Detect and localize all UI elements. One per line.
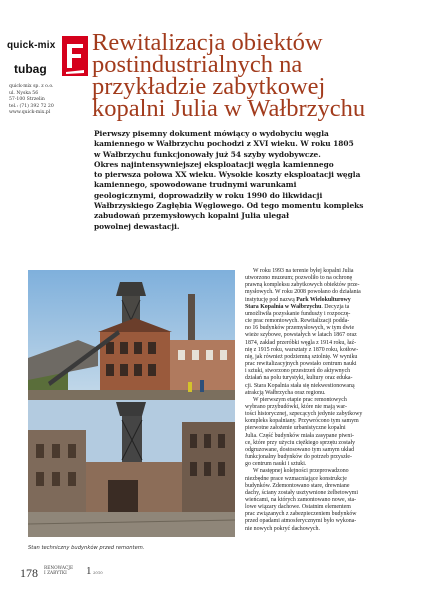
- lead-line: kamiennego w Wałbrzychu pochodzi z XVI wieku. W roku 1805: [94, 139, 354, 149]
- magazine-name: [44, 566, 73, 576]
- body-line: W następnej kolejności przeprowadzono: [253, 468, 349, 475]
- body-line: prawną kompleksu zabytkowych obiektów prze-: [245, 282, 360, 289]
- title-line: postindustrialnych na: [92, 51, 303, 78]
- quick-mix-logo: quick-mix: [7, 40, 56, 51]
- company-line: www.quick-mix.pl: [9, 110, 51, 116]
- body-line: go centrum nauki i sztuki.: [245, 461, 307, 468]
- company-line: tel.: (71) 392 72 20: [9, 103, 54, 109]
- lead-line: geologicznymi, doprowadziły w roku 1990 do likwidacji: [94, 190, 323, 200]
- lead-line: zabudowań przemysłowych kopalni Julia ulegał: [94, 211, 289, 221]
- body-line: ce, które przy użyciu ciężkiego sprzętu zostały: [245, 439, 356, 446]
- body-line: przed opadami atmosferycznymi było wykona-: [245, 518, 357, 525]
- lead-paragraph: [94, 129, 410, 232]
- body-line: Stara Kopalnia w Wałbrzychu. Decyzja ta: [245, 303, 350, 310]
- body-line: tości historycznej, szpecących jedynie zabytkowy: [245, 411, 363, 418]
- mine-buildings-photo: [28, 270, 235, 408]
- body-line: mysłowych. W roku 2008 powołano do działania: [245, 289, 361, 296]
- body-line: nię, jak również podziemną sztolnię. W wyniku: [245, 353, 358, 360]
- body-line: instytucję pod nazwą Park Wielokulturowy: [245, 296, 351, 303]
- body-line: budynków. Zdemontowano stare, drewniane: [245, 482, 350, 489]
- issue-year: 2010: [93, 570, 103, 575]
- body-line: no 16 budynków przemysłowych, w tym dwie: [245, 325, 355, 332]
- body-line: wybrano przybudówki, które nie mają war-: [245, 403, 347, 410]
- body-line: wieńcami, na których zamontowano nowe, sta-: [245, 497, 357, 503]
- body-line: niezbędne prace wzmacniające konstrukcje: [245, 475, 347, 482]
- title-line: przykładzie zabytkowej: [92, 73, 326, 100]
- lead-line: w Wałbrzychu funkcjonowały już 54 szyby wydobywcze.: [94, 149, 321, 159]
- lead-line: powolnej dewastacji.: [94, 221, 180, 231]
- mine-courtyard-photo: [28, 400, 235, 537]
- lead-line: kamiennego, spowodowane trudnymi warunkami: [94, 180, 297, 190]
- body-line: nie nowych pokryć dachowych.: [245, 525, 320, 532]
- lead-line: Okres najintensywniejszej eksploatacji węgla kamiennego: [94, 159, 334, 169]
- body-line: i sztuki, stworzono przestrzeń do aktywnych: [245, 368, 351, 375]
- lead-line: Pierwszy pisemny dokument mówiący o wydobyciu węgla: [94, 129, 329, 138]
- magazine-line: I ZABYTKI: [44, 571, 67, 576]
- body-line: nię z 1915 roku, warsztaty z 1870 roku, kotłow-: [245, 346, 359, 353]
- body-line: W pierwszym etapie prac remontowych: [253, 396, 347, 403]
- body-text: [245, 268, 411, 533]
- page-number: 178: [20, 566, 38, 580]
- body-line: działań na polu turystyki, kultury oraz eduka-: [245, 375, 353, 382]
- lead-line: Wałbrzyskiego Zagłębia Węglowego. Od tego momentu kompleks: [94, 201, 364, 211]
- article-title: [92, 29, 412, 122]
- body-line: lowe wiązary dachowe. Ostatnim elementem: [245, 504, 351, 511]
- body-line: funkcjonalny budynków do potrzeb przyszłe-: [245, 454, 352, 461]
- body-line: Julia. Część budynków miała zasypane piwni-: [245, 432, 354, 439]
- body-line: odgruzowane, dostosowano tym samym układ: [245, 446, 355, 453]
- title-line: kopalni Julia w Wałbrzychu: [92, 95, 366, 122]
- title-line: Rewitalizacja obiektów: [92, 29, 323, 56]
- tubag-logo: tubag: [14, 62, 47, 76]
- body-line: wieże szybowe, powstałych w latach 1867 oraz: [245, 332, 357, 339]
- body-line: kompleks kopalniany. Przywrócono tym samym: [245, 418, 359, 425]
- company-line: 57-100 Strzelin: [9, 97, 45, 103]
- issue-number: 1: [86, 565, 92, 577]
- company-line: quick-mix sp. z o.o.: [9, 84, 54, 89]
- body-line: umożliwiła pozyskanie fundusży i rozpoczę-: [245, 310, 351, 317]
- company-address: [9, 84, 79, 117]
- body-line: prac związanych z zabezpieczeniem budynków: [245, 511, 357, 518]
- body-line: pierwotne założenie urbanistyczne kopalni: [245, 425, 346, 432]
- body-line: cji. Stara Kopalnia stała się niekwestionowaną: [245, 382, 355, 389]
- magazine-line: RENOWACJE: [44, 566, 74, 571]
- body-line: dachy, ściany zostały usztywnione żelbetowymi: [245, 489, 358, 496]
- body-line: atrakcją Wałbrzycha oraz regionu.: [245, 389, 326, 396]
- brand-mark-icon: [62, 36, 88, 76]
- lead-line: to pierwsza połowa XX wieku. Wysokie koszty eksploatacji węgla: [94, 170, 361, 180]
- body-line: prac rewitalizacyjnych powstało centrum nauki: [245, 361, 357, 368]
- body-line: cie prac remontowych. Rewitalizacji podda-: [245, 318, 350, 325]
- body-line: W roku 1993 na terenie byłej kopalni Julia: [253, 268, 354, 274]
- body-line: utworzono muzeum; pozwoliło to na ochronę: [245, 275, 353, 282]
- body-line: 1874, zakład przeróbki węgla z 1914 roku, łaź-: [245, 339, 357, 346]
- photo-caption: Stan techniczny budynków przed remontem.: [28, 545, 145, 551]
- company-line: ul. Nyska 56: [9, 90, 39, 96]
